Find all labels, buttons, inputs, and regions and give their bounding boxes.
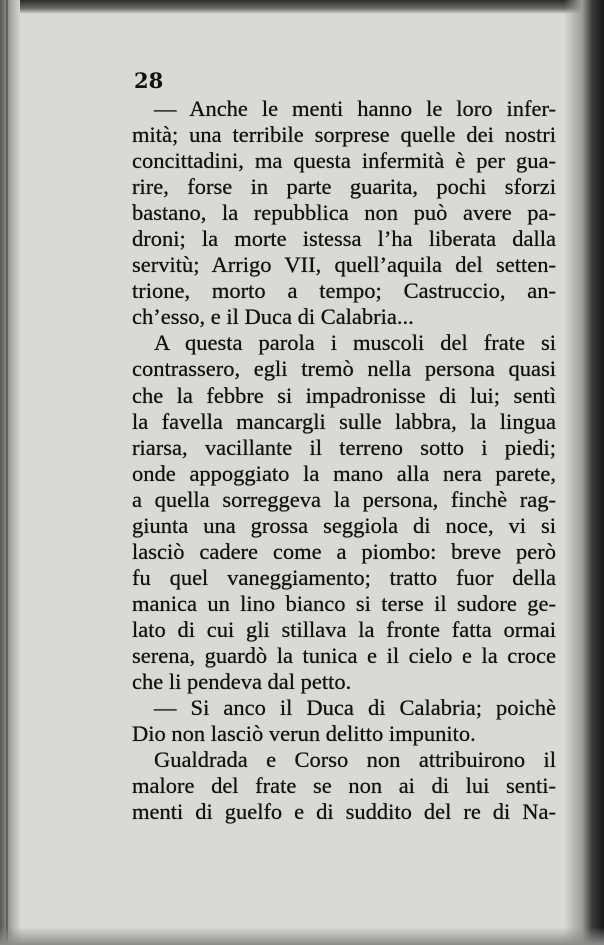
text-line: Gualdrada e Corso non attribuirono il xyxy=(154,747,556,773)
text-line: che la febbre si impadronisse di lui; sentì xyxy=(132,382,556,408)
text-line: — Si anco il Duca di Calabria; poichè xyxy=(154,695,556,721)
text-line: menti di guelfo e di suddito del re di Na- xyxy=(132,799,556,825)
text-line: rire, forse in parte guarita, pochi sforzi xyxy=(132,174,556,200)
text-line: malore del frate se non ai di lui senti- xyxy=(132,773,556,799)
page-number: 28 xyxy=(134,68,164,93)
page-bottom-edge xyxy=(0,927,604,945)
text-line: manica un lino bianco si terse il sudore ge- xyxy=(132,590,556,616)
text-line: contrassero, egli tremò nella persona quasi xyxy=(132,356,556,382)
text-line: giunta una grossa seggiola di noce, vi si xyxy=(132,512,556,538)
text-line: che li pendeva dal petto. xyxy=(132,669,352,695)
text-line: la favella mancargli sulle labbra, la lingua xyxy=(132,408,556,434)
book-binding-edge xyxy=(0,0,20,945)
text-line: droni; la morte istessa l’ha liberata dalla xyxy=(132,226,556,252)
page-top-edge xyxy=(0,0,604,14)
page-right-edge xyxy=(564,0,604,945)
text-line: mità; una terribile sorprese quelle dei nostri xyxy=(132,122,556,148)
text-line: Dio non lasciò verun delitto impunito. xyxy=(132,721,476,747)
body-text xyxy=(132,96,556,825)
text-line: trione, morto a tempo; Castruccio, an- xyxy=(132,278,556,304)
text-line: fu quel vaneggiamento; tratto fuor della xyxy=(132,564,556,590)
text-line: a quella sorreggeva la persona, finchè rag- xyxy=(132,486,556,512)
text-line: servitù; Arrigo VII, quell’aquila del setten- xyxy=(132,252,556,278)
text-line: ch’esso, e il Duca di Calabria... xyxy=(132,304,414,330)
text-line: lato di cui gli stillava la fronte fatta ormai xyxy=(132,616,556,642)
text-line: A questa parola i muscoli del frate si xyxy=(154,330,556,356)
text-line: bastano, la repubblica non può avere pa- xyxy=(132,200,556,226)
text-line: serena, guardò la tunica e il cielo e la croce xyxy=(132,642,556,668)
text-line: lasciò cadere come a piombo: breve però xyxy=(132,538,556,564)
text-line: riarsa, vacillante il terreno sotto i piedi; xyxy=(132,434,556,460)
text-line: concittadini, ma questa infermità è per gua- xyxy=(132,148,556,174)
text-line: — Anche le menti hanno le loro infer- xyxy=(154,96,556,121)
text-line: onde appoggiato la mano alla nera parete, xyxy=(132,460,556,486)
